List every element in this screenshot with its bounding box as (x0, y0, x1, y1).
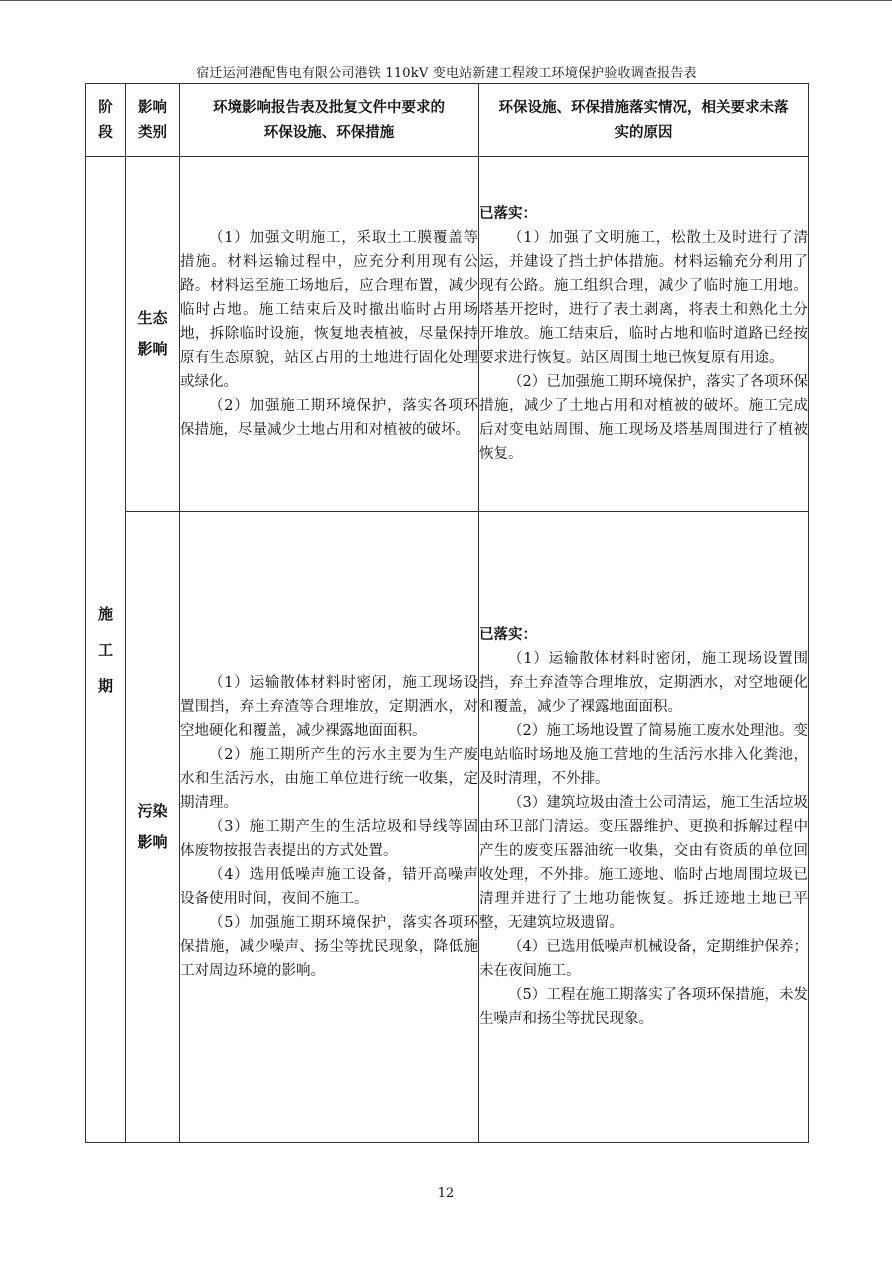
header-impact-type: 影响 类别 (126, 84, 180, 157)
header-stage: 阶 段 (86, 84, 126, 157)
impact-type-pollution: 污染 影响 (126, 512, 180, 1143)
table-header-row (86, 84, 809, 157)
implemented-label: 已落实： (479, 626, 537, 643)
ecological-implementation: 已落实： （1）加强了文明施工，松散土及时进行了清运，并建设了挡土护体措施。材料运输充分利用了现有公路。施工组织合理，减少了临时施工用地。塔基开挖时，进行了表土剥离，将表土和熟化土分开堆放。施工结束后，临时占地和临时道路已经按要求进行恢复。站区周围土地已恢复原有用途。 （2）已加强施工期环境保护，落实了各项环保措施，减少了土地占用和对植被的破坏。施工完成后对变电站周围、施工现场及塔基周围进行了植被恢复。 (479, 157, 809, 512)
environment-measures-table (85, 83, 809, 1143)
implemented-label: 已落实： (479, 205, 537, 222)
pollution-requirements: （1）运输散体材料时密闭，施工现场设置围挡，弃土弃渣等合理堆放，定期洒水，对空地硬化和覆盖，减少裸露地面面积。 （2）施工期所产生的污水主要为生产废水和生活污水，由施工单位进行统一收集，定期清理。 （3）施工期产生的生活垃圾和导线等固体废物按报告表提出的方式处置。 （4）选用低噪声施工设备，错开高噪声设备使用时间，夜间不施工。 （5）加强施工期环境保护，落实各项环保措施，减少噪声、扬尘等扰民现象，降低施工对周边环境的影响。 (180, 512, 479, 1143)
header-implementation: 环保设施、环保措施落实情况，相关要求未落 实的原因 (479, 84, 809, 157)
top-border-line (0, 0, 892, 1)
table-row-ecological (86, 157, 809, 512)
header-requirements: 环境影响报告表及批复文件中要求的 环保设施、环保措施 (180, 84, 479, 157)
ecological-requirements: （1）加强文明施工，采取土工膜覆盖等措施。材料运输过程中，应充分利用现有公路。材料运至施工场地后，应合理布置，减少临时占地。施工结束后及时撤出临时占用场地，拆除临时设施，恢复地表植被，尽量保持原有生态原貌，站区占用的土地进行固化处理或绿化。 （2）加强施工期环境保护，落实各项环保措施，尽量减少土地占用和对植被的破坏。 (180, 157, 479, 512)
stage-construction-period: 施 工 期 (86, 157, 126, 1143)
impact-type-ecological: 生态 影响 (126, 157, 180, 512)
table-row-pollution (86, 512, 809, 1143)
page-number: 12 (437, 1186, 455, 1201)
page-header: 宿迁运河港配售电有限公司港铁 110kV 变电站新建工程竣工环境保护验收调查报告表 (196, 66, 697, 81)
pollution-implementation: 已落实： （1）运输散体材料时密闭，施工现场设置围挡，弃土弃渣等合理堆放，定期洒水，对空地硬化和覆盖，减少了裸露地面面积。 （2）施工场地设置了简易施工废水处理池。变电站临时场地及施工营地的生活污水排入化粪池，及时清理，不外排。 （3）建筑垃圾由渣土公司清运，施工生活垃圾由环卫部门清运。变压器维护、更换和拆解过程中产生的废变压器油统一收集，交由有资质的单位回收处理，不外排。施工迹地、临时占地周围垃圾已清理并进行了土地功能恢复。拆迁迹地土地已平整，无建筑垃圾遗留。 （4）已选用低噪声机械设备，定期维护保养；未在夜间施工。 （5）工程在施工期落实了各项环保措施，未发生噪声和扬尘等扰民现象。 (479, 512, 809, 1143)
